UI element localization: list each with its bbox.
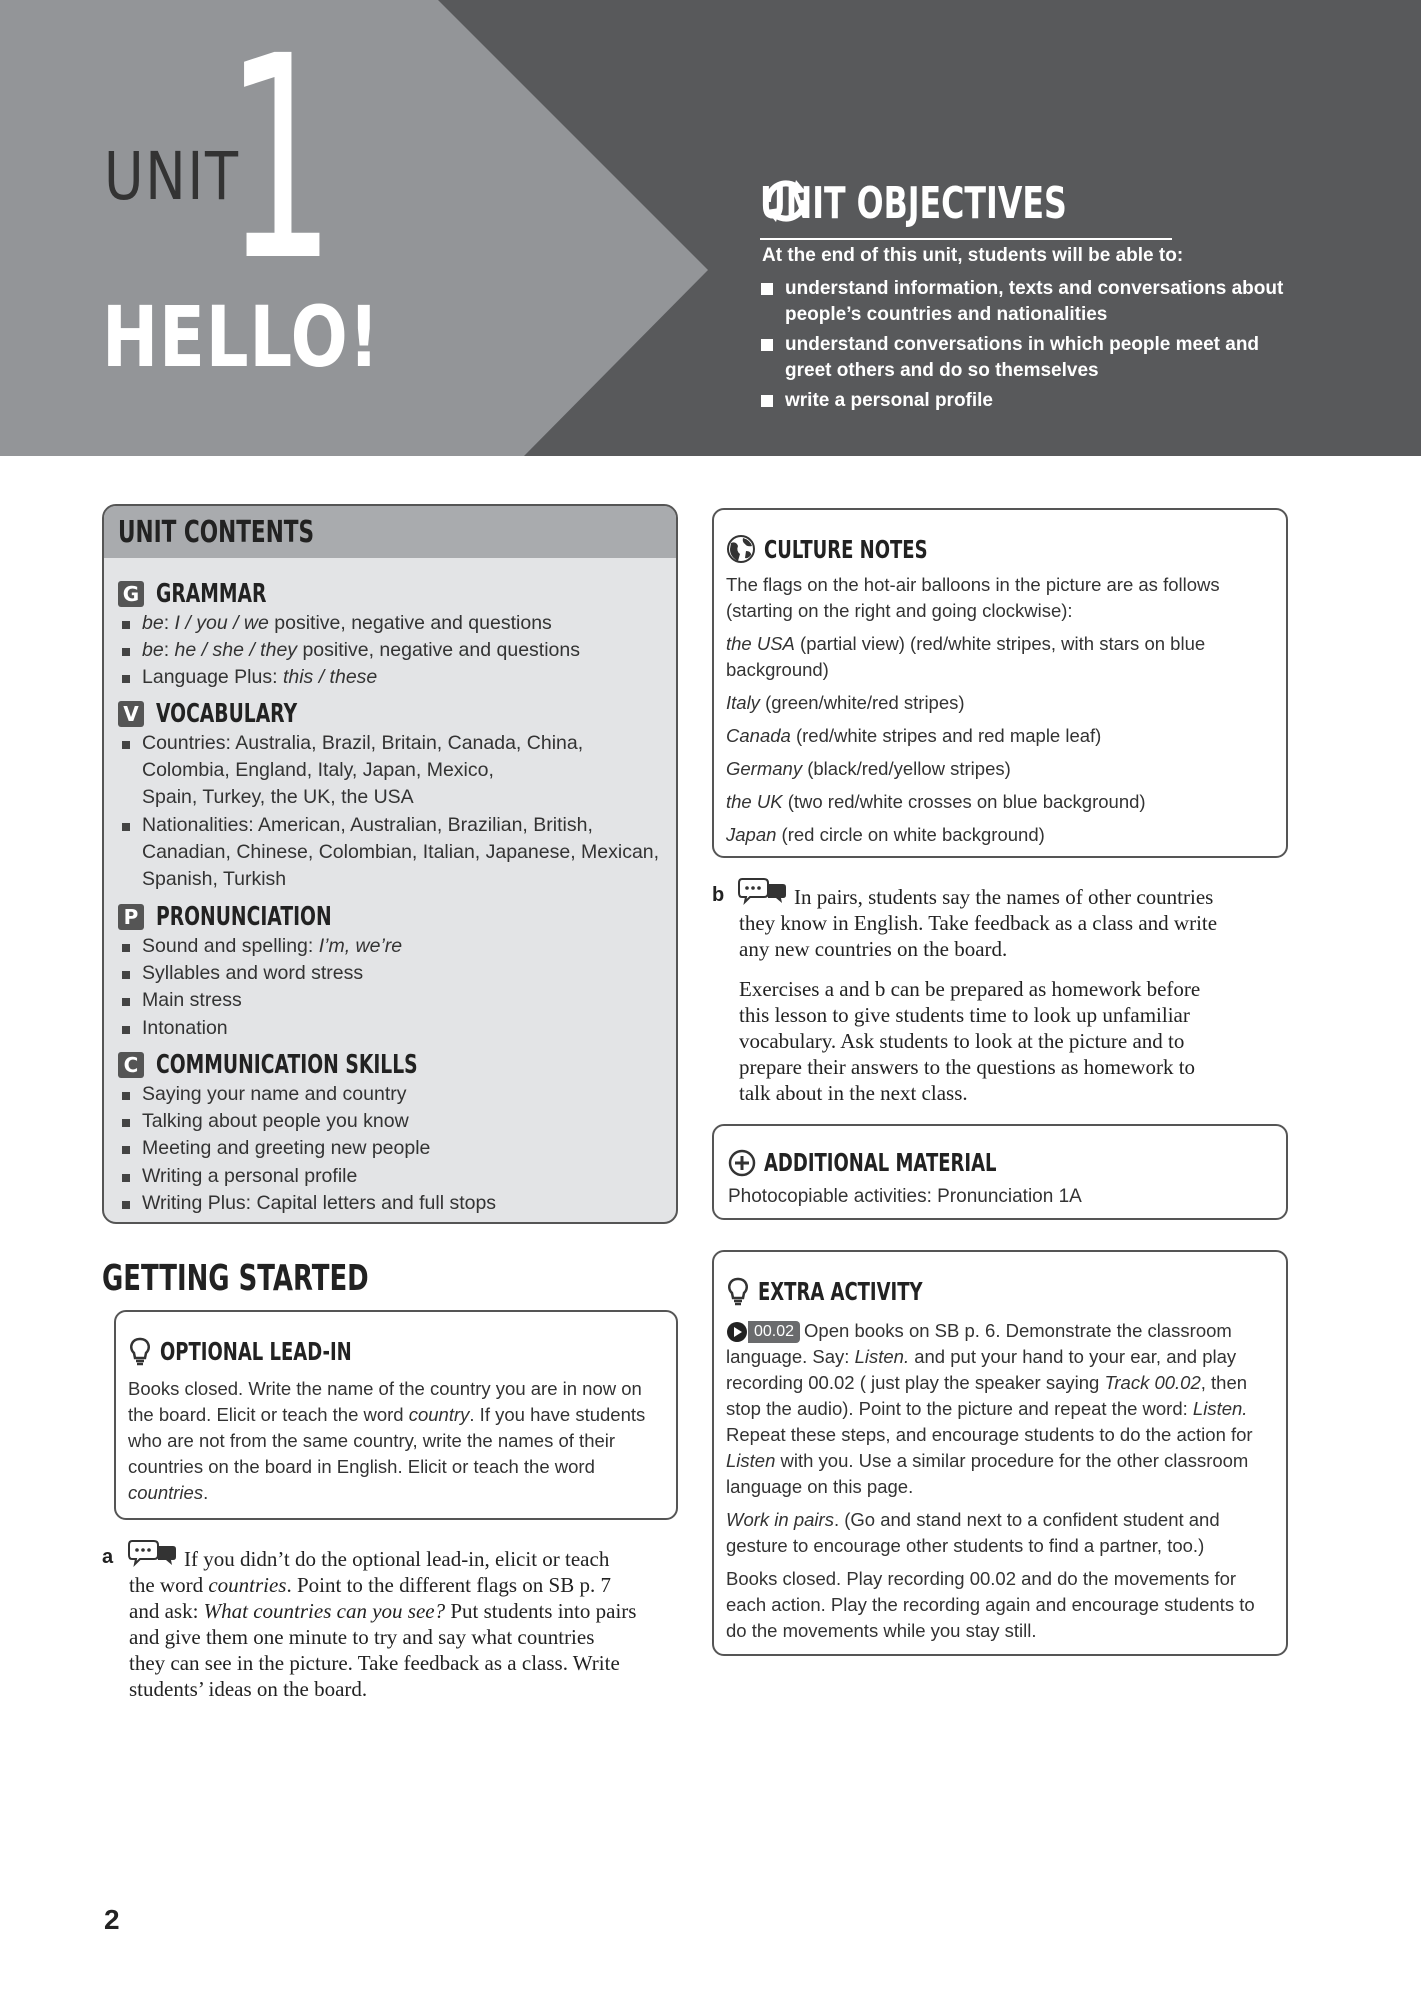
plus-circle-icon	[728, 1149, 756, 1177]
play-icon	[726, 1321, 748, 1343]
additional-material-title: ADDITIONAL MATERIAL	[764, 1148, 997, 1177]
extra-activity-title: EXTRA ACTIVITY	[758, 1276, 923, 1306]
extra-activity-box	[712, 1250, 1288, 1656]
list-item: Sound and spelling: I’m, we’re	[118, 933, 402, 960]
lightbulb-icon	[128, 1336, 152, 1366]
unit-label: UNIT	[104, 138, 240, 215]
list-item: Countries: Australia, Brazil, Britain, Canada, China, Colombia, England, Italy, Japan, Mexico, Spain, Turkey, the UK, the USA	[118, 730, 659, 812]
pronunciation-letter-icon: P	[118, 904, 144, 930]
audio-track-label: 00.02	[748, 1321, 800, 1343]
objectives-rule	[760, 238, 1172, 240]
optional-leadin-text: Books closed. Write the name of the country you are in now on the board. Elicit or teach the word country. If you have students who are not from the same country, write the names of their countries on the board in English. Elicit or teach the word countries.	[128, 1378, 646, 1503]
unit-contents-header	[104, 506, 676, 558]
list-item: Language Plus: this / these	[118, 664, 580, 691]
objectives-heading: UNIT OBJECTIVES	[760, 178, 1067, 229]
optional-leadin-title: OPTIONAL LEAD-IN	[160, 1336, 352, 1366]
exercise-b-label: b	[712, 884, 725, 906]
list-item: Writing a personal profile	[118, 1163, 519, 1190]
list-item: be: I / you / we positive, negative and questions	[118, 610, 580, 637]
list-item: Main stress	[118, 987, 402, 1014]
exercise-a-text: If you didn’t do the optional lead-in, elicit or teach the word countries. Point to the different flags on SB p. 7 and ask: What countries can you see? Put students into pairs and give them one minute to try and say what countries they can see in the picture. Take feedback as a class. Write students’ ideas on the board.	[129, 1547, 637, 1701]
vocabulary-section	[118, 698, 659, 893]
pronunciation-title: PRONUNCIATION	[156, 902, 332, 932]
list-item: Intonation	[118, 1015, 402, 1042]
unit-title: HELLO!	[102, 288, 380, 386]
communication-section	[118, 1049, 519, 1217]
objective-item: understand conversations in which people meet and greet others and do so themselves	[760, 332, 1305, 384]
audio-track-badge[interactable]	[726, 1321, 800, 1343]
getting-started-title: GETTING STARTED	[102, 1258, 369, 1299]
grammar-section	[118, 578, 580, 692]
pronunciation-section	[118, 901, 402, 1042]
optional-leadin-box	[114, 1310, 678, 1520]
grammar-letter-icon: G	[118, 581, 144, 607]
globe-icon	[726, 534, 756, 564]
culture-notes-text: The flags on the hot-air balloons in the picture are as follows (starting on the right and going clockwise): the USA (partial view) (red/white stripes, with stars on blue background) Italy (green/white/red stripes) Canada (red/white stripes and red maple leaf) Germany (black/red/yellow stripes) the UK (two red/white crosses on blue background) Japan (red circle on white background)	[726, 574, 1220, 845]
communication-letter-icon: C	[118, 1052, 144, 1078]
unit-contents-box	[102, 504, 678, 1224]
list-item: Syllables and word stress	[118, 960, 402, 987]
list-item: Nationalities: American, Australian, Brazilian, British, Canadian, Chinese, Colombian, Italian, Japanese, Mexican, Spanish, Turkish	[118, 812, 659, 894]
list-item: Talking about people you know	[118, 1108, 519, 1135]
list-item: Meeting and greeting new people	[118, 1135, 519, 1162]
vocabulary-letter-icon: V	[118, 701, 144, 727]
objectives-list	[760, 276, 1300, 418]
unit-header	[0, 0, 1421, 456]
grammar-title: GRAMMAR	[156, 579, 267, 609]
communication-title: COMMUNICATION SKILLS	[156, 1050, 418, 1080]
additional-material-box	[712, 1124, 1288, 1220]
unit-contents-title: UNIT CONTENTS	[118, 515, 315, 550]
objectives-intro: At the end of this unit, students will be able to:	[762, 245, 1184, 266]
culture-notes-title: CULTURE NOTES	[764, 534, 928, 564]
list-item: be: he / she / they positive, negative and questions	[118, 637, 580, 664]
culture-notes-box	[712, 508, 1288, 858]
objective-item: understand information, texts and conversations about people’s countries and nationalities	[760, 276, 1305, 328]
unit-number: 1	[225, 0, 336, 323]
objective-item: write a personal profile	[760, 388, 1300, 414]
page-number: 2	[104, 1904, 120, 1935]
exercise-b-text: In pairs, students say the names of other countries they know in English. Take feedback as a class and write any new countries on the board. Exercises a and b can be prepared as homework before this lesson to give students time to look up unfamiliar vocabulary. Ask students to look at the picture and to prepare their answers to the questions as homework to talk about in the next class.	[739, 885, 1218, 1105]
list-item: Saying your name and country	[118, 1081, 519, 1108]
extra-activity-text: 00.02 Open books on SB p. 6. Demonstrate the classroom language. Say: Listen. and put your hand to your ear, and play recording 00.02 ( just play the speaker saying Track 00.02, then stop the audio). Point to the picture and repeat the word: Listen. Repeat these steps, and encourage students to do the action for Listen with you. Use a similar procedure for the other classroom language on this page. Work in pairs. (Go and stand next to a confident student and gesture to encourage other students to find a partner, too.) Books closed. Play recording 00.02 and do the movements for each action. Play the recording again and encourage students to do the movements while you stay still.	[726, 1320, 1255, 1641]
additional-material-text: Photocopiable activities: Pronunciation 1A	[728, 1186, 1082, 1207]
list-item: Writing Plus: Capital letters and full stops	[118, 1190, 519, 1217]
lightbulb-icon	[726, 1276, 750, 1306]
vocabulary-title: VOCABULARY	[156, 699, 298, 729]
exercise-a-label: a	[102, 1546, 114, 1568]
